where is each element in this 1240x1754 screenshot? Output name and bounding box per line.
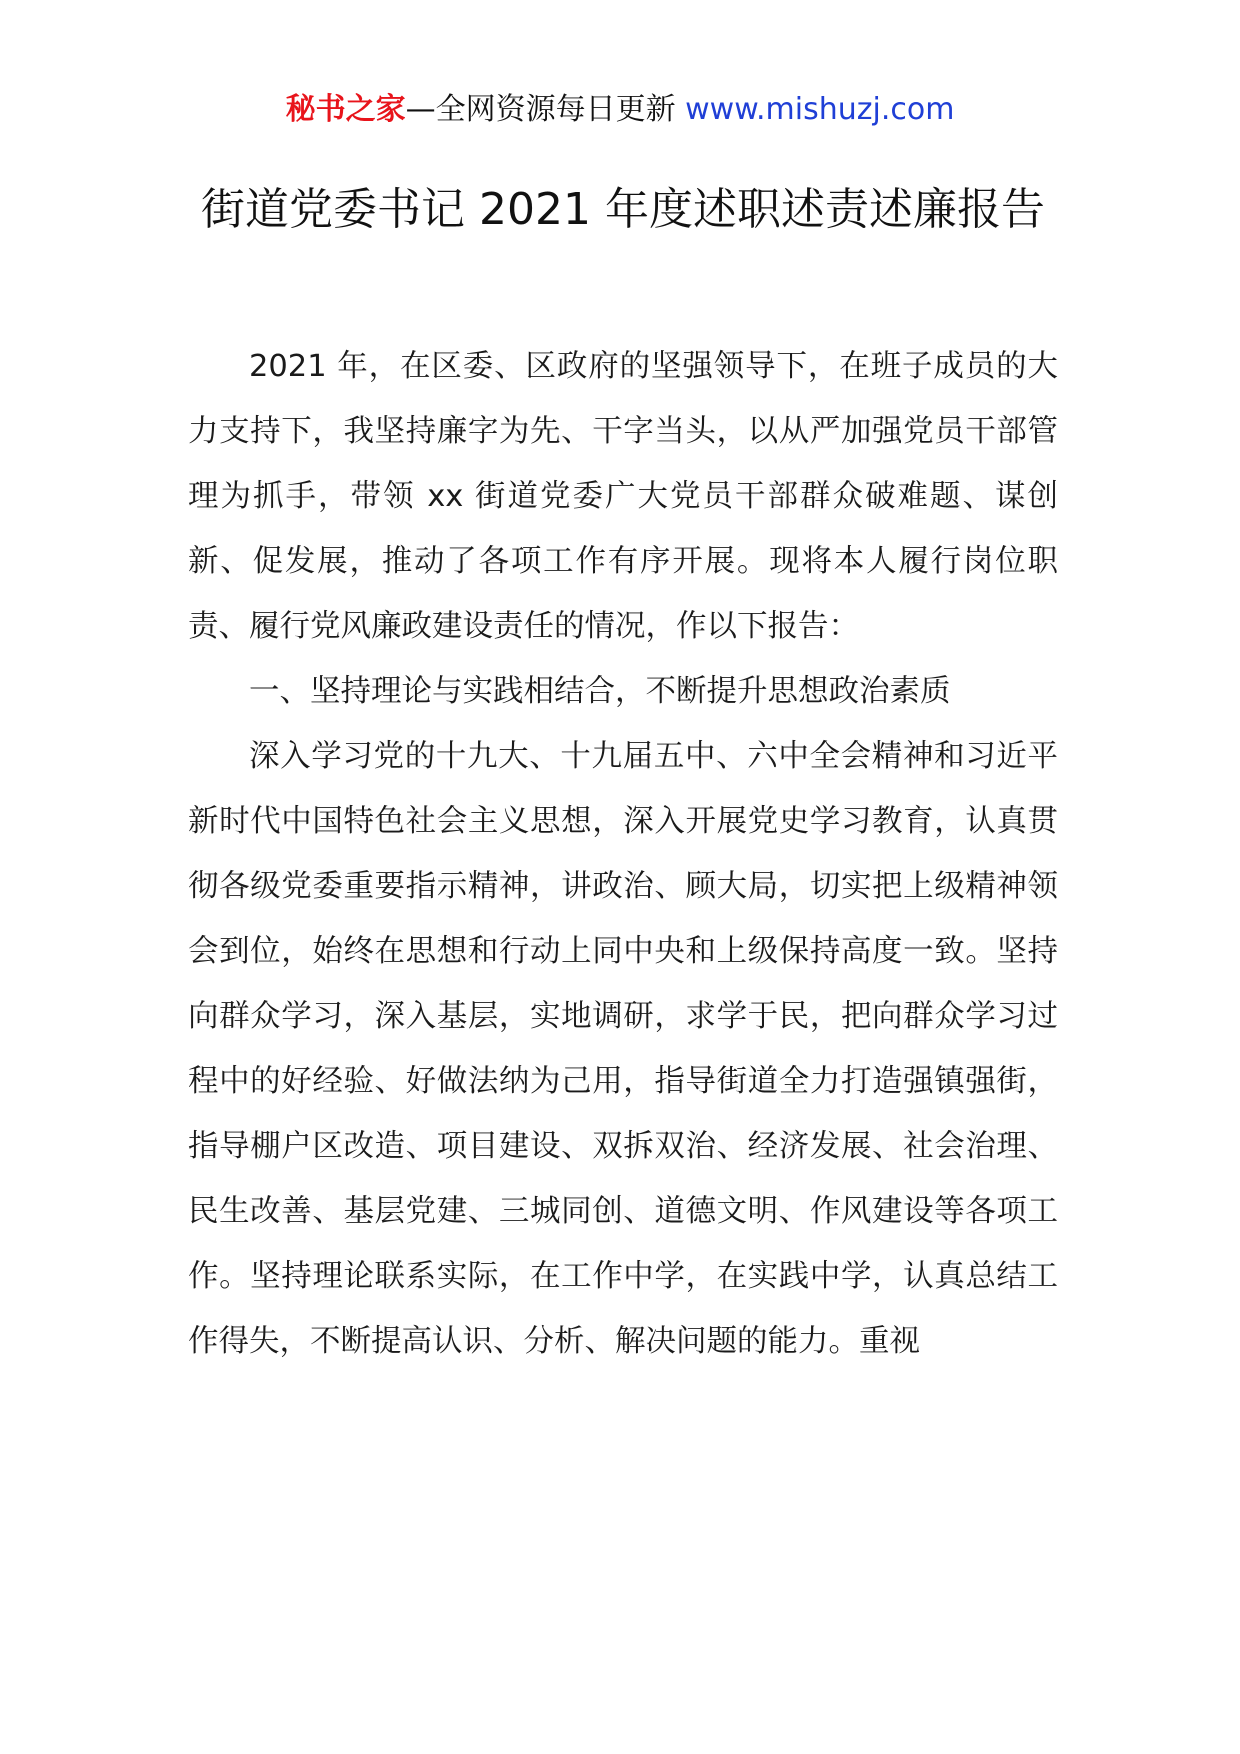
body-paragraph: 深入学习党的十九大、十九届五中、六中全会精神和习近平新时代中国特色社会主义思想，深入开展党史学习教育，认真贯彻各级党委重要指示精神，讲政治、顾大局，切实把上级精神领会到位，始终在思想和行动上同中央和上级保持高度一致。坚持向群众学习，深入基层，实地调研，求学于民，把向群众学习过程中的好经验、好做法纳为己用，指导街道全力打造强镇强街，指导棚户区改造、项目建设、双拆双治、经济发展、社会治理、民生改善、基层党建、三城同创、道德文明、作风建设等各项工作。坚持理论联系实际，在工作中学，在实践中学，认真总结工作得失，不断提高认识、分析、解决问题的能力。重视: [188, 739, 1058, 1359]
intro-paragraph: 2021 年，在区委、区政府的坚强领导下，在班子成员的大力支持下，我坚持廉字为先、干字当头，以从严加强党员干部管理为抓手，带领 xx 街道党委广大党员干部群众破难题、谋创新、促发展，推动了各项工作有序开展。现将本人履行岗位职责、履行党风廉政建设责任的情况，作以下报告：: [188, 349, 1058, 644]
header-tagline: —全网资源每日更新: [405, 92, 686, 127]
site-header: [0, 88, 1240, 132]
document-body: [188, 334, 1058, 1374]
site-url-link[interactable]: www.mishuzj.com: [685, 92, 955, 127]
document-title: 街道党委书记 2021 年度述职述责述廉报告: [201, 184, 1045, 235]
brand-name: 秘书之家: [285, 92, 406, 127]
section-heading-1: 一、坚持理论与实践相结合，不断提升思想政治素质: [249, 674, 951, 709]
